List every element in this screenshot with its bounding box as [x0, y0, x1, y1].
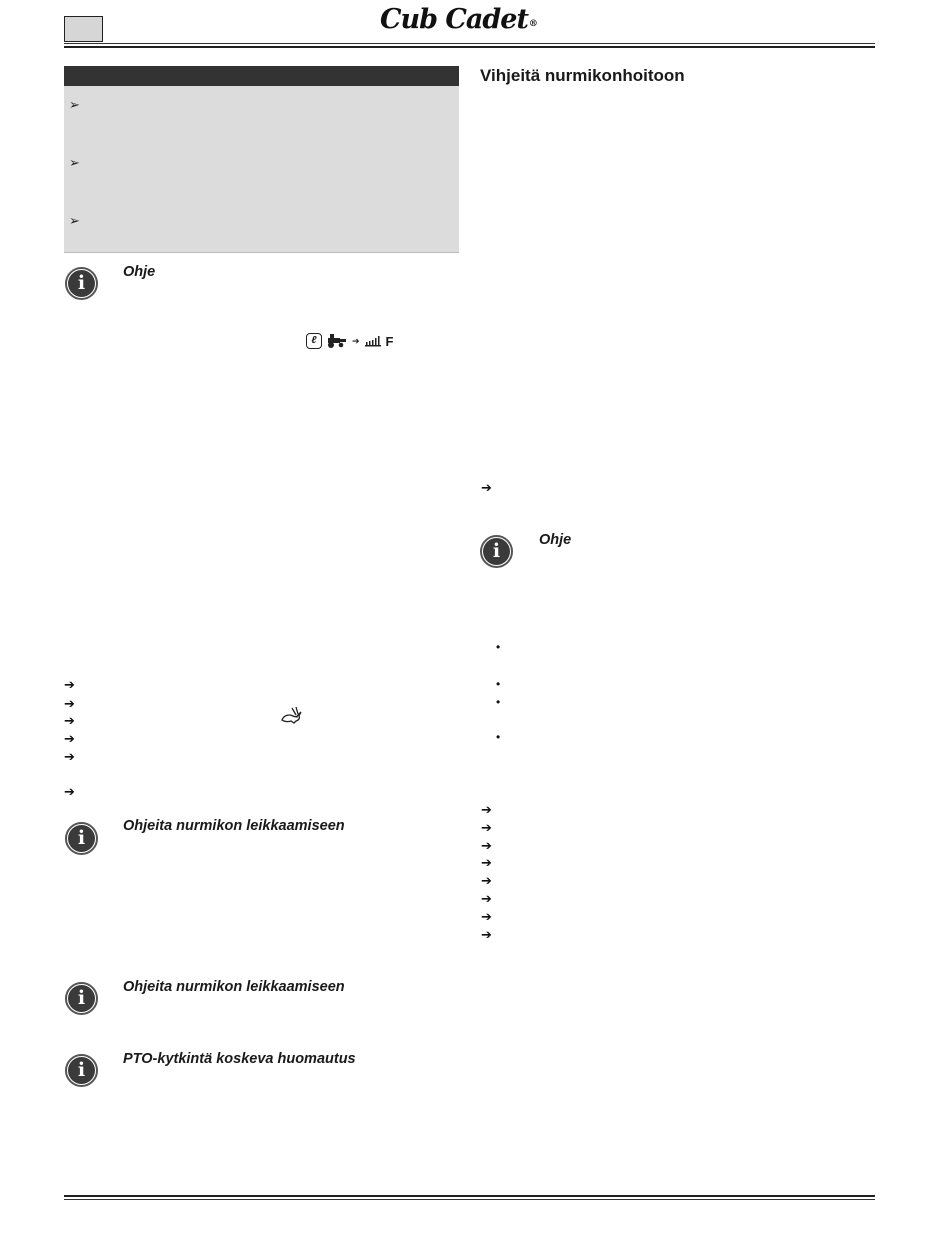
warning-box	[64, 66, 459, 253]
info-icon: i	[65, 822, 98, 855]
warning-box-header	[64, 66, 459, 86]
note-title-pto: PTO-kytkintä koskeva huomautus	[123, 1051, 356, 1067]
section-title: Vihjeitä nurmikonhoitoon	[480, 66, 685, 85]
step-arrow-icon: ➔	[481, 909, 492, 924]
warning-bullet-3-icon: ➢	[69, 213, 80, 228]
info-icon: i	[65, 982, 98, 1015]
header-rule-bottom	[64, 46, 875, 48]
clock-icon: ℓ	[306, 333, 322, 349]
step-arrow-icon: ➔	[64, 784, 75, 799]
footer-rule-top	[64, 1195, 875, 1197]
step-arrow-icon: ➔	[481, 480, 492, 495]
note-title-ohje: Ohje	[123, 264, 156, 280]
step-arrow-icon: ➔	[481, 802, 492, 817]
warning-bullet-2-icon: ➢	[69, 155, 80, 170]
page-number-box	[64, 16, 103, 42]
step-arrow-icon: ➔	[481, 820, 492, 835]
step-arrow-icon: ➔	[481, 855, 492, 870]
note-title-ohje-right: Ohje	[539, 532, 572, 548]
step-arrow-icon: ➔	[64, 749, 75, 764]
step-arrow-icon: ➔	[481, 873, 492, 888]
brand-name: Cub Cadet	[380, 4, 528, 35]
step-arrow-icon: ➔	[64, 677, 75, 692]
info-icon: i	[65, 1054, 98, 1087]
gear-level-icon	[364, 334, 382, 348]
right-arrow-icon: ➔	[352, 335, 360, 346]
bullet-icon: •	[496, 695, 501, 709]
step-arrow-icon: ➔	[481, 927, 492, 942]
symbol-row	[306, 331, 394, 351]
brand-logo	[380, 4, 537, 35]
registered-mark: ®	[528, 19, 537, 29]
tractor-icon	[326, 333, 348, 349]
gear-letter: F	[385, 333, 394, 349]
note-title-mowing-tips-1: Ohjeita nurmikon leikkaamiseen	[123, 818, 345, 834]
step-arrow-icon: ➔	[481, 891, 492, 906]
header-rule-top	[64, 43, 875, 44]
bullet-icon: •	[496, 730, 501, 744]
bullet-icon: •	[496, 677, 501, 691]
info-icon: i	[480, 535, 513, 568]
info-icon: i	[65, 267, 98, 300]
footer-rule-bottom	[64, 1199, 875, 1200]
warning-bullet-1-icon: ➢	[69, 97, 80, 112]
step-arrow-icon: ➔	[64, 731, 75, 746]
rabbit-fast-icon	[279, 706, 303, 726]
step-arrow-icon: ➔	[481, 838, 492, 853]
bullet-icon: •	[496, 640, 501, 654]
note-title-mowing-tips-2: Ohjeita nurmikon leikkaamiseen	[123, 979, 345, 995]
step-arrow-icon: ➔	[64, 696, 75, 711]
step-arrow-icon: ➔	[64, 713, 75, 728]
